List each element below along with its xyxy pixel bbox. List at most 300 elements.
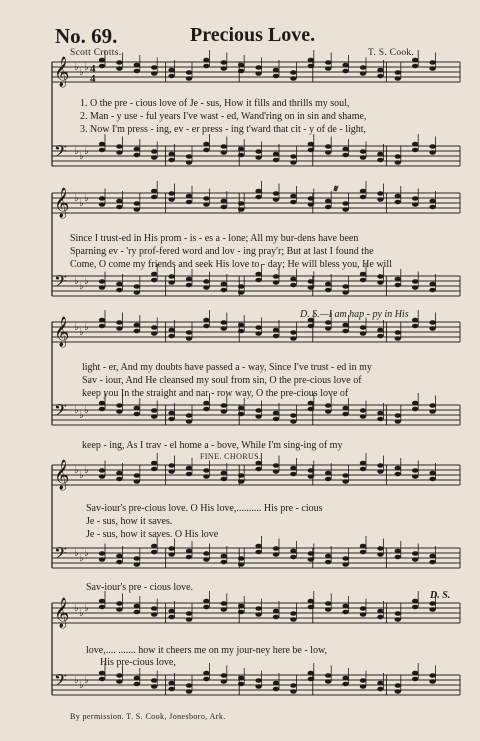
note-head xyxy=(290,200,296,205)
note-head xyxy=(255,684,261,689)
note-head xyxy=(134,153,140,158)
note-head xyxy=(116,560,122,565)
note-head xyxy=(116,288,122,293)
note-head xyxy=(99,318,105,323)
note-head xyxy=(342,69,348,74)
note-head xyxy=(325,144,331,149)
note-head xyxy=(134,556,140,561)
flat-sign-icon: ♭ xyxy=(74,548,79,559)
note-head xyxy=(221,320,227,325)
note-head xyxy=(255,71,261,76)
note-head xyxy=(186,160,192,165)
note-head xyxy=(290,283,296,288)
note-head xyxy=(360,189,366,194)
note-head xyxy=(151,149,157,154)
note-head xyxy=(290,549,296,554)
note-head xyxy=(273,546,279,551)
note-head xyxy=(273,469,279,474)
flat-sign-icon: ♭ xyxy=(84,405,89,416)
note-head xyxy=(412,468,418,473)
note-head xyxy=(342,323,348,328)
note-head xyxy=(221,144,227,149)
note-head xyxy=(203,551,209,556)
bass-clef-icon: 𝄢 xyxy=(54,543,67,567)
note-head xyxy=(238,682,244,687)
note-head xyxy=(151,550,157,555)
note-head xyxy=(273,152,279,157)
note-head xyxy=(238,323,244,328)
note-head xyxy=(308,551,314,556)
verse-3-line-3: keep you In the straight and nar - row way, O the pre-cious love of xyxy=(82,388,349,399)
note-head xyxy=(186,419,192,424)
note-head xyxy=(342,201,348,206)
fine-chorus-label: FINE. CHORUS. xyxy=(200,452,262,461)
note-head xyxy=(255,408,261,413)
note-head xyxy=(255,606,261,611)
note-head xyxy=(221,326,227,331)
note-head xyxy=(238,207,244,212)
note-head xyxy=(395,683,401,688)
note-head xyxy=(412,64,418,69)
note-head xyxy=(395,611,401,616)
note-head xyxy=(238,473,244,478)
chorus-line-6: His pre-cious love, xyxy=(100,657,176,668)
note-head xyxy=(99,148,105,153)
note-head xyxy=(377,191,383,196)
note-head xyxy=(134,473,140,478)
note-head xyxy=(360,544,366,549)
note-head xyxy=(325,150,331,155)
flat-sign-icon: ♭ xyxy=(74,405,79,416)
note-head xyxy=(255,550,261,555)
note-head xyxy=(238,412,244,417)
note-head xyxy=(377,546,383,551)
note-head xyxy=(360,71,366,76)
note-head xyxy=(238,604,244,609)
note-head xyxy=(99,279,105,284)
note-head xyxy=(168,280,174,285)
time-signature: 4 xyxy=(90,63,96,75)
note-head xyxy=(255,467,261,472)
verse-3-line-1: 3. Now I'm press - ing, ev - er press - ing t'ward that cit - y of de - light, xyxy=(80,124,367,135)
flat-sign-icon: ♭ xyxy=(74,146,79,157)
note-head xyxy=(168,68,174,73)
segno-mark: 𝄋 xyxy=(333,184,338,195)
note-head xyxy=(99,599,105,604)
note-head xyxy=(308,142,314,147)
note-head xyxy=(377,463,383,468)
note-head xyxy=(238,329,244,334)
note-head xyxy=(186,154,192,159)
note-head xyxy=(308,401,314,406)
note-head xyxy=(203,557,209,562)
note-head xyxy=(134,201,140,206)
note-head xyxy=(168,197,174,202)
note-head xyxy=(412,324,418,329)
note-head xyxy=(412,202,418,207)
note-head xyxy=(308,671,314,676)
note-head xyxy=(429,679,435,684)
note-head xyxy=(395,154,401,159)
note-head xyxy=(429,288,435,293)
note-head xyxy=(290,683,296,688)
note-head xyxy=(273,68,279,73)
note-head xyxy=(412,599,418,604)
note-head xyxy=(325,607,331,612)
note-head xyxy=(151,606,157,611)
note-head xyxy=(221,66,227,71)
flat-sign-icon: ♭ xyxy=(79,410,84,421)
note-head xyxy=(255,612,261,617)
treble-clef-icon: 𝄞 xyxy=(54,57,70,87)
note-head xyxy=(273,615,279,620)
note-head xyxy=(290,76,296,81)
note-head xyxy=(308,407,314,412)
note-head xyxy=(325,288,331,293)
time-signature: 4 xyxy=(90,73,96,85)
note-head xyxy=(377,280,383,285)
note-head xyxy=(290,336,296,341)
note-head xyxy=(134,610,140,615)
note-head xyxy=(360,550,366,555)
flat-sign-icon: ♭ xyxy=(84,146,89,157)
note-head xyxy=(203,318,209,323)
note-head xyxy=(99,401,105,406)
note-head xyxy=(116,673,122,678)
note-head xyxy=(134,479,140,484)
note-head xyxy=(429,199,435,204)
note-head xyxy=(395,336,401,341)
note-head xyxy=(273,463,279,468)
note-head xyxy=(342,473,348,478)
note-head xyxy=(342,479,348,484)
chorus-line-2: Je - sus, how it saves. xyxy=(86,516,173,527)
verse-1-line-2: Since I trust-ed in His prom - is - es a - lone; All my bur-dens have been xyxy=(70,233,359,244)
note-head xyxy=(395,70,401,75)
verse-2-line-3: Sav - iour, And He cleansed my soul from sin, O the pre-cious love of xyxy=(82,375,362,386)
note-head xyxy=(412,196,418,201)
note-head xyxy=(290,160,296,165)
note-head xyxy=(360,278,366,283)
flat-sign-icon: ♭ xyxy=(74,322,79,333)
note-head xyxy=(342,682,348,687)
note-head xyxy=(377,552,383,557)
note-head xyxy=(255,155,261,160)
flat-sign-icon: ♭ xyxy=(74,193,79,204)
note-head xyxy=(377,74,383,79)
note-head xyxy=(99,474,105,479)
note-head xyxy=(377,328,383,333)
note-head xyxy=(395,555,401,560)
note-head xyxy=(342,556,348,561)
note-head xyxy=(395,330,401,335)
note-head xyxy=(429,560,435,565)
note-head xyxy=(221,403,227,408)
note-head xyxy=(429,205,435,210)
note-head xyxy=(186,70,192,75)
note-head xyxy=(412,474,418,479)
note-head xyxy=(116,477,122,482)
note-head xyxy=(308,677,314,682)
note-head xyxy=(412,605,418,610)
note-head xyxy=(342,207,348,212)
ds-ending-line: keep - ing, As I trav - el home a - bove, While I'm sing-ing of my xyxy=(82,440,343,451)
note-head xyxy=(308,202,314,207)
note-head xyxy=(429,403,435,408)
note-head xyxy=(238,406,244,411)
note-head xyxy=(325,60,331,65)
note-head xyxy=(395,419,401,424)
note-head xyxy=(342,604,348,609)
note-head xyxy=(134,323,140,328)
note-head xyxy=(360,331,366,336)
note-head xyxy=(273,74,279,79)
flat-sign-icon: ♭ xyxy=(74,62,79,73)
note-head xyxy=(325,477,331,482)
note-head xyxy=(186,555,192,560)
note-head xyxy=(342,406,348,411)
note-head xyxy=(325,282,331,287)
note-head xyxy=(412,671,418,676)
note-head xyxy=(273,274,279,279)
note-head xyxy=(99,202,105,207)
note-head xyxy=(238,610,244,615)
flat-sign-icon: ♭ xyxy=(84,603,89,614)
note-head xyxy=(308,599,314,604)
note-head xyxy=(290,472,296,477)
note-head xyxy=(429,607,435,612)
note-head xyxy=(273,411,279,416)
note-head xyxy=(395,194,401,199)
note-head xyxy=(221,679,227,684)
chorus-line-4: Sav-iour's pre - cious love. xyxy=(86,582,194,593)
note-head xyxy=(395,617,401,622)
note-head xyxy=(99,196,105,201)
note-head xyxy=(255,544,261,549)
note-head xyxy=(377,152,383,157)
note-head xyxy=(134,63,140,68)
note-head xyxy=(325,320,331,325)
note-head xyxy=(412,148,418,153)
note-head xyxy=(360,408,366,413)
note-head xyxy=(412,401,418,406)
note-head xyxy=(238,201,244,206)
note-head xyxy=(99,677,105,682)
note-head xyxy=(412,407,418,412)
note-head xyxy=(238,284,244,289)
note-head xyxy=(412,279,418,284)
note-head xyxy=(186,336,192,341)
note-head xyxy=(238,479,244,484)
note-head xyxy=(325,403,331,408)
note-head xyxy=(168,552,174,557)
note-head xyxy=(116,205,122,210)
note-head xyxy=(342,610,348,615)
note-head xyxy=(395,689,401,694)
note-head xyxy=(168,546,174,551)
note-head xyxy=(342,329,348,334)
note-head xyxy=(273,609,279,614)
note-head xyxy=(429,144,435,149)
note-head xyxy=(290,413,296,418)
note-head xyxy=(255,189,261,194)
flat-sign-icon: ♭ xyxy=(79,553,84,564)
note-head xyxy=(342,412,348,417)
note-head xyxy=(273,334,279,339)
note-head xyxy=(412,557,418,562)
note-head xyxy=(360,325,366,330)
note-head xyxy=(186,466,192,471)
note-head xyxy=(134,562,140,567)
note-head xyxy=(221,471,227,476)
verse-2-line-2: Sparning ev - 'ry prof-fered word and lov - ing pray'r; But at last I found the xyxy=(70,246,374,257)
note-head xyxy=(134,604,140,609)
bass-clef-icon: 𝄢 xyxy=(54,271,67,295)
note-head xyxy=(360,612,366,617)
note-head xyxy=(221,477,227,482)
note-head xyxy=(377,681,383,686)
note-head xyxy=(168,74,174,79)
note-head xyxy=(186,472,192,477)
note-head xyxy=(116,150,122,155)
flat-sign-icon: ♭ xyxy=(79,608,84,619)
note-head xyxy=(255,461,261,466)
note-head xyxy=(377,334,383,339)
note-head xyxy=(342,63,348,68)
composer-credit: T. S. Cook. xyxy=(368,48,415,58)
note-head xyxy=(203,407,209,412)
note-head xyxy=(308,474,314,479)
note-head xyxy=(290,555,296,560)
note-head xyxy=(429,471,435,476)
note-head xyxy=(203,202,209,207)
note-head xyxy=(238,676,244,681)
note-head xyxy=(116,409,122,414)
note-head xyxy=(255,149,261,154)
note-head xyxy=(395,466,401,471)
note-head xyxy=(342,284,348,289)
note-head xyxy=(238,562,244,567)
note-head xyxy=(325,199,331,204)
note-head xyxy=(255,65,261,70)
note-head xyxy=(99,407,105,412)
note-head xyxy=(429,326,435,331)
note-head xyxy=(377,687,383,692)
note-head xyxy=(116,66,122,71)
note-head xyxy=(116,403,122,408)
note-head xyxy=(116,320,122,325)
note-head xyxy=(360,461,366,466)
note-head xyxy=(186,76,192,81)
note-head xyxy=(134,290,140,295)
note-head xyxy=(221,554,227,559)
note-head xyxy=(151,331,157,336)
note-head xyxy=(395,413,401,418)
flat-sign-icon: ♭ xyxy=(74,675,79,686)
note-head xyxy=(290,466,296,471)
note-head xyxy=(203,677,209,682)
verse-1-line-1: 1. O the pre - cious love of Je - sus, How it fills and thrills my soul, xyxy=(80,98,350,109)
note-head xyxy=(238,153,244,158)
note-head xyxy=(203,401,209,406)
note-head xyxy=(168,463,174,468)
note-head xyxy=(429,60,435,65)
note-head xyxy=(99,324,105,329)
note-head xyxy=(429,554,435,559)
note-head xyxy=(116,282,122,287)
note-head xyxy=(134,329,140,334)
note-head xyxy=(325,601,331,606)
note-head xyxy=(116,199,122,204)
flat-sign-icon: ♭ xyxy=(79,680,84,691)
note-head xyxy=(134,69,140,74)
note-head xyxy=(221,199,227,204)
note-head xyxy=(238,147,244,152)
note-head xyxy=(377,417,383,422)
flat-sign-icon: ♭ xyxy=(84,675,89,686)
note-head xyxy=(377,158,383,163)
note-head xyxy=(221,282,227,287)
note-head xyxy=(151,461,157,466)
treble-clef-icon: 𝄞 xyxy=(54,317,70,347)
note-head xyxy=(168,334,174,339)
note-head xyxy=(325,673,331,678)
note-head xyxy=(203,605,209,610)
note-head xyxy=(116,144,122,149)
treble-clef-icon: 𝄞 xyxy=(54,460,70,490)
note-head xyxy=(203,279,209,284)
hymn-title: Precious Love. xyxy=(190,24,316,46)
note-head xyxy=(255,678,261,683)
flat-sign-icon: ♭ xyxy=(84,465,89,476)
chorus-line-3: Je - sus, how it saves. O His love xyxy=(86,529,219,540)
note-head xyxy=(134,406,140,411)
note-head xyxy=(360,65,366,70)
treble-clef-icon: 𝄞 xyxy=(54,188,70,218)
note-head xyxy=(151,65,157,70)
note-head xyxy=(186,277,192,282)
note-head xyxy=(395,200,401,205)
note-head xyxy=(168,469,174,474)
verse-2-line-1: 2. Man - y use - ful years I've wast - ed, Wand'ring on in sin and shame, xyxy=(80,111,367,122)
note-head xyxy=(308,324,314,329)
note-head xyxy=(221,607,227,612)
note-head xyxy=(134,284,140,289)
note-head xyxy=(290,154,296,159)
note-head xyxy=(360,272,366,277)
note-head xyxy=(238,556,244,561)
flat-sign-icon: ♭ xyxy=(84,322,89,333)
note-head xyxy=(221,60,227,65)
note-head xyxy=(308,468,314,473)
note-head xyxy=(151,272,157,277)
note-head xyxy=(325,554,331,559)
note-head xyxy=(151,678,157,683)
note-head xyxy=(290,689,296,694)
note-head xyxy=(273,552,279,557)
note-head xyxy=(203,58,209,63)
note-head xyxy=(429,601,435,606)
note-head xyxy=(395,277,401,282)
note-head xyxy=(429,673,435,678)
flat-sign-icon: ♭ xyxy=(74,465,79,476)
note-head xyxy=(290,277,296,282)
note-head xyxy=(186,549,192,554)
note-head xyxy=(99,142,105,147)
note-head xyxy=(134,676,140,681)
flat-sign-icon: ♭ xyxy=(84,276,89,287)
note-head xyxy=(238,63,244,68)
